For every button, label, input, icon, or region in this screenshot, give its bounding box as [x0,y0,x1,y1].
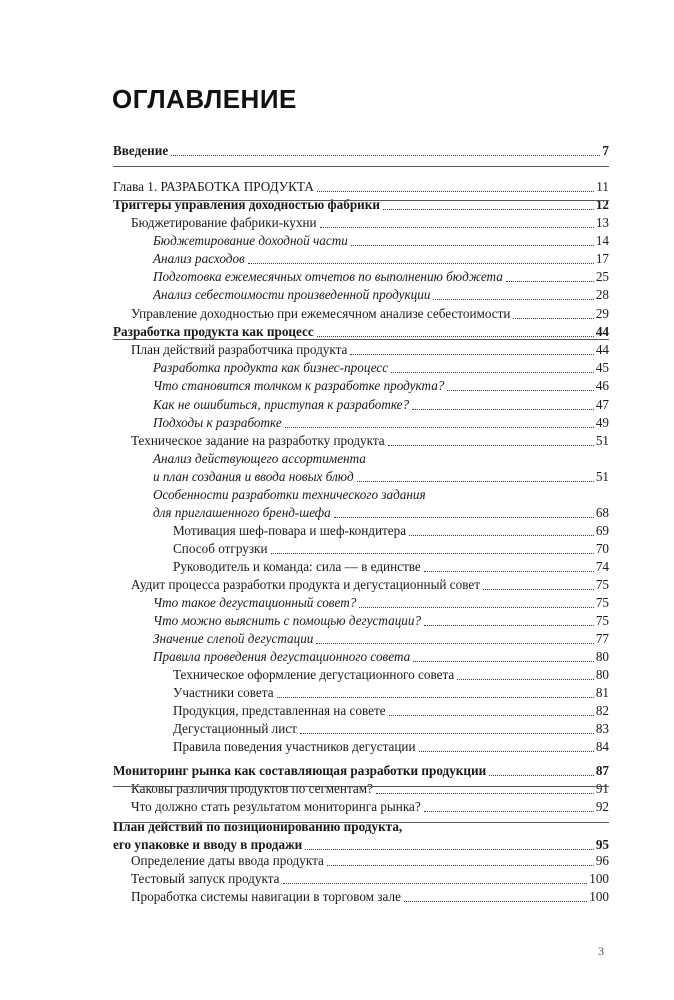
toc-entry-page: 100 [589,871,609,886]
dot-leader [283,883,588,884]
toc-entry[interactable] [113,818,609,836]
toc-entry-page: 68 [595,505,609,520]
toc-entry-page: 75 [595,595,609,610]
toc-entry[interactable] [131,576,609,594]
toc-entry[interactable] [153,486,609,504]
toc-entry-page: 80 [595,649,609,664]
toc-entry-title: Что можно выяснить с помощью дегустации? [153,613,422,628]
dot-leader [248,263,594,264]
toc-entry-title: Правила проведения дегустационного совета [153,649,411,664]
toc-entry-title: Что должно стать результатом мониторинга рынка? [131,799,421,814]
toc-entry[interactable] [131,432,609,450]
toc-entry[interactable] [131,305,609,323]
dot-leader [424,811,594,812]
toc-entry-title: Значение слепой дегустации [153,631,314,646]
toc-entry-title: Техническое оформление дегустационного совета [173,667,455,682]
toc-entry-page: 25 [595,269,609,284]
dot-leader [483,589,594,590]
toc-entry-title: Каковы различия продуктов по сегментам? [131,781,373,796]
dot-leader [513,318,593,319]
toc-entry-title: Глава 1. РАЗРАБОТКА ПРОДУКТА [113,179,314,194]
toc-entry[interactable] [153,648,609,666]
toc-entry-title: Правила поведения участников дегустации [173,739,416,754]
toc-entry-page: 29 [595,306,609,321]
toc-entry-title: Подходы к разработке [153,415,282,430]
dot-leader [383,209,594,210]
toc-entry-title: Управление доходностью при ежемесячном анализе себестоимости [131,306,511,321]
toc-entry-title: Продукция, представленная на совете [173,703,386,718]
toc-entry-page: 28 [595,287,609,302]
toc-entry-page: 12 [595,197,609,212]
toc-entry-page: 47 [595,397,609,412]
toc-entry-page: 74 [595,559,609,574]
toc-entry[interactable] [153,630,609,648]
dot-leader [350,354,593,355]
dot-leader [413,661,594,662]
toc-entry-page: 75 [595,613,609,628]
toc-entry-page: 44 [595,324,609,339]
page-number: 3 [598,944,604,958]
toc-entry[interactable] [153,612,609,630]
toc-entry[interactable] [131,852,609,870]
dot-leader [317,191,594,192]
toc-entry[interactable] [153,414,609,432]
toc-entry-page: 83 [595,721,609,736]
toc-entry-page: 81 [595,685,609,700]
dot-leader [320,227,594,228]
toc-entry[interactable] [173,720,609,738]
dot-leader [351,245,594,246]
toc-entry-title: Что становится толчком к разработке продукта? [153,378,445,393]
toc-entry-page: 95 [595,837,609,852]
dot-leader [424,625,594,626]
dot-leader [271,553,594,554]
toc-entry-page: 84 [595,739,609,754]
toc-entry-title: Как не ошибиться, приступая к разработке? [153,397,410,412]
toc-entry[interactable] [153,396,609,414]
toc-entry-title: Что такое дегустационный совет? [153,595,357,610]
divider [113,166,609,167]
toc-entry-page: 51 [595,469,609,484]
toc-entry-page: 75 [595,577,609,592]
toc-entry-title: Мотивация шеф-повара и шеф-кондитера [173,523,407,538]
toc-entry-title: Бюджетирование фабрики-кухни [131,215,317,230]
toc-entry[interactable] [153,504,609,522]
toc-entry-title: Анализ действующего ассортимента [153,451,366,466]
dot-leader [357,481,594,482]
toc-entry-title: Введение [113,143,169,158]
dot-leader [506,281,594,282]
dot-leader [412,409,594,410]
toc-entry[interactable] [153,232,609,250]
toc-entry-page: 13 [595,215,609,230]
toc-entry[interactable] [153,359,609,377]
toc-entry-title: Разработка продукта как процесс [113,324,314,339]
toc-entry[interactable] [131,214,609,232]
toc-entry[interactable] [131,780,609,798]
dot-leader [388,445,594,446]
toc-entry-page: 70 [595,541,609,556]
toc-entry[interactable] [153,450,609,468]
toc-entry-title: Анализ себестоимости произведенной продукции [153,287,431,302]
toc-entry-page: 80 [595,667,609,682]
toc-entry-page: 69 [595,523,609,538]
toc-entry-page: 45 [595,360,609,375]
toc-entry-title: и план создания и ввода новых блюд [153,469,354,484]
toc-entry-title: Проработка системы навигации в торговом зале [131,889,401,904]
toc-entry-title: План действий по позиционированию продукта, [113,819,403,834]
toc-entry-page: 49 [595,415,609,430]
toc-entry[interactable] [173,522,609,540]
toc-entry[interactable] [153,268,609,286]
dot-leader [317,336,594,337]
toc-entry[interactable] [153,250,609,268]
toc-entry[interactable] [131,341,609,359]
toc-entry[interactable] [113,762,609,780]
toc-entry-page: 100 [589,889,609,904]
toc-entry-title: его упаковке и вводу в продажи [113,837,303,852]
toc-entry-title: Анализ расходов [153,251,245,266]
dot-leader [376,793,594,794]
toc-entry-page: 51 [595,433,609,448]
toc-entry-title: Мониторинг рынка как составляющая разработки продукции [113,763,487,778]
dot-leader [300,733,594,734]
dot-leader [409,535,594,536]
toc-entry-title: для приглашенного бренд-шефа [153,505,331,520]
toc-entry-title: Бюджетирование доходной части [153,233,348,248]
toc-entry-page: 92 [595,799,609,814]
dot-leader [389,715,594,716]
toc-entry-title: Тестовый запуск продукта [131,871,280,886]
dot-leader [171,155,600,156]
toc-entry-page: 96 [595,853,609,868]
toc-entry-title: План действий разработчика продукта [131,342,348,357]
toc-entry[interactable] [173,684,609,702]
toc-entry[interactable] [173,540,609,558]
dot-leader [334,517,594,518]
toc-entry-title: Триггеры управления доходностью фабрики [113,197,380,212]
toc-entry[interactable] [153,377,609,395]
dot-leader [424,571,594,572]
toc-entry[interactable] [173,702,609,720]
toc-entry-page: 7 [602,143,609,158]
dot-leader [419,751,594,752]
toc-entry-title: Подготовка ежемесячных отчетов по выполнению бюджета [153,269,503,284]
toc-entry[interactable] [131,870,609,888]
dot-leader [433,299,593,300]
divider [113,339,609,340]
toc-entry[interactable] [153,286,609,304]
toc-entry-page: 77 [595,631,609,646]
toc-entry[interactable] [153,468,609,486]
toc-entry-title: Участники совета [173,685,274,700]
toc-entry-title: Техническое задание на разработку продукта [131,433,385,448]
toc-entry-page: 82 [595,703,609,718]
toc-entry-page: 91 [595,781,609,796]
divider [113,200,609,201]
dot-leader [316,643,593,644]
toc-entry-page: 14 [595,233,609,248]
toc-entry[interactable] [131,888,609,906]
toc-entry[interactable] [113,178,609,196]
toc-entry-page: 11 [596,179,609,194]
toc-entry[interactable] [173,666,609,684]
dot-leader [285,427,594,428]
dot-leader [447,390,593,391]
toc-entry-page: 87 [595,763,609,778]
toc-entry-title: Особенности разработки технического задания [153,487,426,502]
toc-entry-title: Способ отгрузки [173,541,268,556]
dot-leader [327,865,594,866]
toc-entry[interactable] [173,558,609,576]
page-title: ОГЛАВЛЕНИЕ [112,84,297,114]
toc-entry-title: Аудит процесса разработки продукта и дегустационный совет [131,577,480,592]
dot-leader [457,679,594,680]
dot-leader [489,775,594,776]
toc-entry[interactable] [173,738,609,756]
divider [113,822,609,823]
dot-leader [277,697,594,698]
toc-entry[interactable] [113,196,609,214]
toc-entry-title: Разработка продукта как бизнес-процесс [153,360,389,375]
dot-leader [359,607,593,608]
toc-entry-title: Руководитель и команда: сила — в единстве [173,559,421,574]
toc-entry[interactable] [113,142,609,160]
toc-entry[interactable] [153,594,609,612]
toc-entry-title: Определение даты ввода продукта [131,853,324,868]
toc-entry[interactable] [131,798,609,816]
toc-entry-page: 17 [595,251,609,266]
divider [113,786,609,787]
toc-entry-page: 44 [595,342,609,357]
toc-entry-title: Дегустационный лист [173,721,297,736]
dot-leader [391,372,594,373]
dot-leader [404,901,587,902]
dot-leader [305,849,594,850]
toc-entry-page: 46 [595,378,609,393]
